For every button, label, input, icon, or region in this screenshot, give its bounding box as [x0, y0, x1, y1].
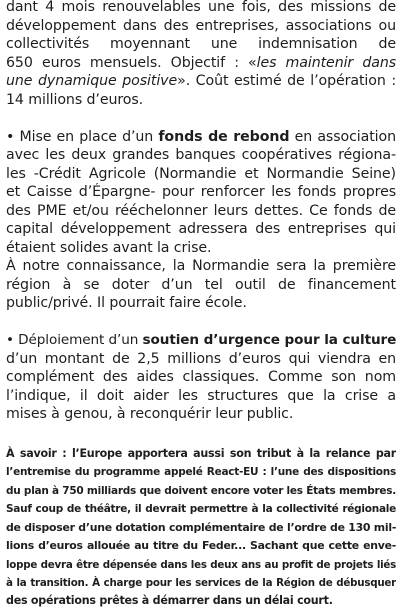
rebond-line-3: et Caisse d’Épargne- pour renforcer les fonds propres — [6, 184, 396, 200]
note-line-3: du plan à 750 milliards que doivent encore voter les États membres. — [6, 484, 396, 497]
note-line-9: des opérations prêtes à démarrer dans un délai court. — [6, 594, 333, 607]
rebond-rest: en association — [289, 128, 396, 145]
intro-line-5 — [6, 72, 396, 91]
culture-line-1: d’un montant de 2,5 millions d’euros qui viendra en — [6, 350, 396, 367]
culture-line-2: complément des aides classiques. Comme son nom — [6, 369, 396, 385]
note-line-4: Sauf coup de théâtre, il devrait permettre à la collectivité régionale — [6, 503, 396, 515]
intro-line-1: dant 4 mois renouvelables une fois, des missions de — [6, 0, 396, 15]
note-line-8: à la transition. À charge pour les services de la Région de débusquer — [6, 577, 396, 589]
rebond-strong: fonds de rebond — [158, 128, 290, 145]
culture-line-4: mises à genou, à reconquérir leur public. — [6, 406, 294, 422]
intro-line-2: développement dans des entreprises, associations ou — [6, 17, 396, 34]
intro-line-5-text: ». Coût estimé de l’opération : — [177, 73, 396, 89]
note-line-6: lions d’euros allouée au titre du Feder... Sachant que cette enve- — [6, 539, 396, 552]
intro-line-3: collectivités moyennant une indemnisation de — [6, 36, 396, 52]
rebond-line-4: des PME et/ou rééchelonner leurs dettes. Ce fonds de — [6, 202, 396, 219]
intro-quote-part-1: les maintenir dans — [256, 54, 396, 71]
note-line-1: À savoir : l’Europe apportera aussi son tribut à la relance par — [6, 447, 396, 460]
rebond-line-8: région à se doter d’un tel outil de financement — [6, 276, 396, 293]
culture-lead: Déploiement d’un — [13, 332, 143, 348]
rebond-line-5: capital développement adressera des entreprises qui — [6, 221, 396, 237]
note-line-2: l’entremise du programme appelé React-EU : l’une des dispositions — [6, 466, 396, 478]
rebond-line-6: étaient solides avant la crise. — [6, 239, 212, 256]
intro-quote-part-2: une dynamique positive — [6, 73, 178, 89]
note-line-5: de disposer d’une dotation complémentaire de l’ordre de 130 mil- — [6, 520, 396, 534]
culture-strong: soutien d’urgence pour la culture — [142, 332, 396, 348]
rebond-lead: Mise en place d’un — [14, 128, 159, 145]
culture-bullet-line — [6, 331, 396, 350]
intro-line-6: 14 millions d’euros. — [6, 91, 144, 108]
note-line-7: loppe devra être dépensée dans les deux ans au profit de projets liés — [6, 558, 396, 571]
rebond-line-7: À notre connaissance, la Normandie sera la première — [6, 258, 396, 274]
bullet-icon: • — [6, 332, 14, 348]
culture-line-3: l’indique, il doit aider les structures que la crise a — [6, 387, 396, 404]
intro-line-4 — [6, 54, 396, 73]
rebond-line-2: les -Crédit Agricole (Normandie et Normandie Seine) — [6, 165, 396, 182]
intro-line-4-text: 650 euros mensuels. Objectif : « — [6, 54, 257, 71]
rebond-bullet-line — [6, 128, 396, 147]
rebond-line-9: public/privé. Il pourrait faire école. — [6, 295, 247, 311]
rebond-line-1: avec les deux grandes banques coopératives régiona- — [6, 147, 396, 163]
bullet-icon: • — [6, 128, 15, 145]
